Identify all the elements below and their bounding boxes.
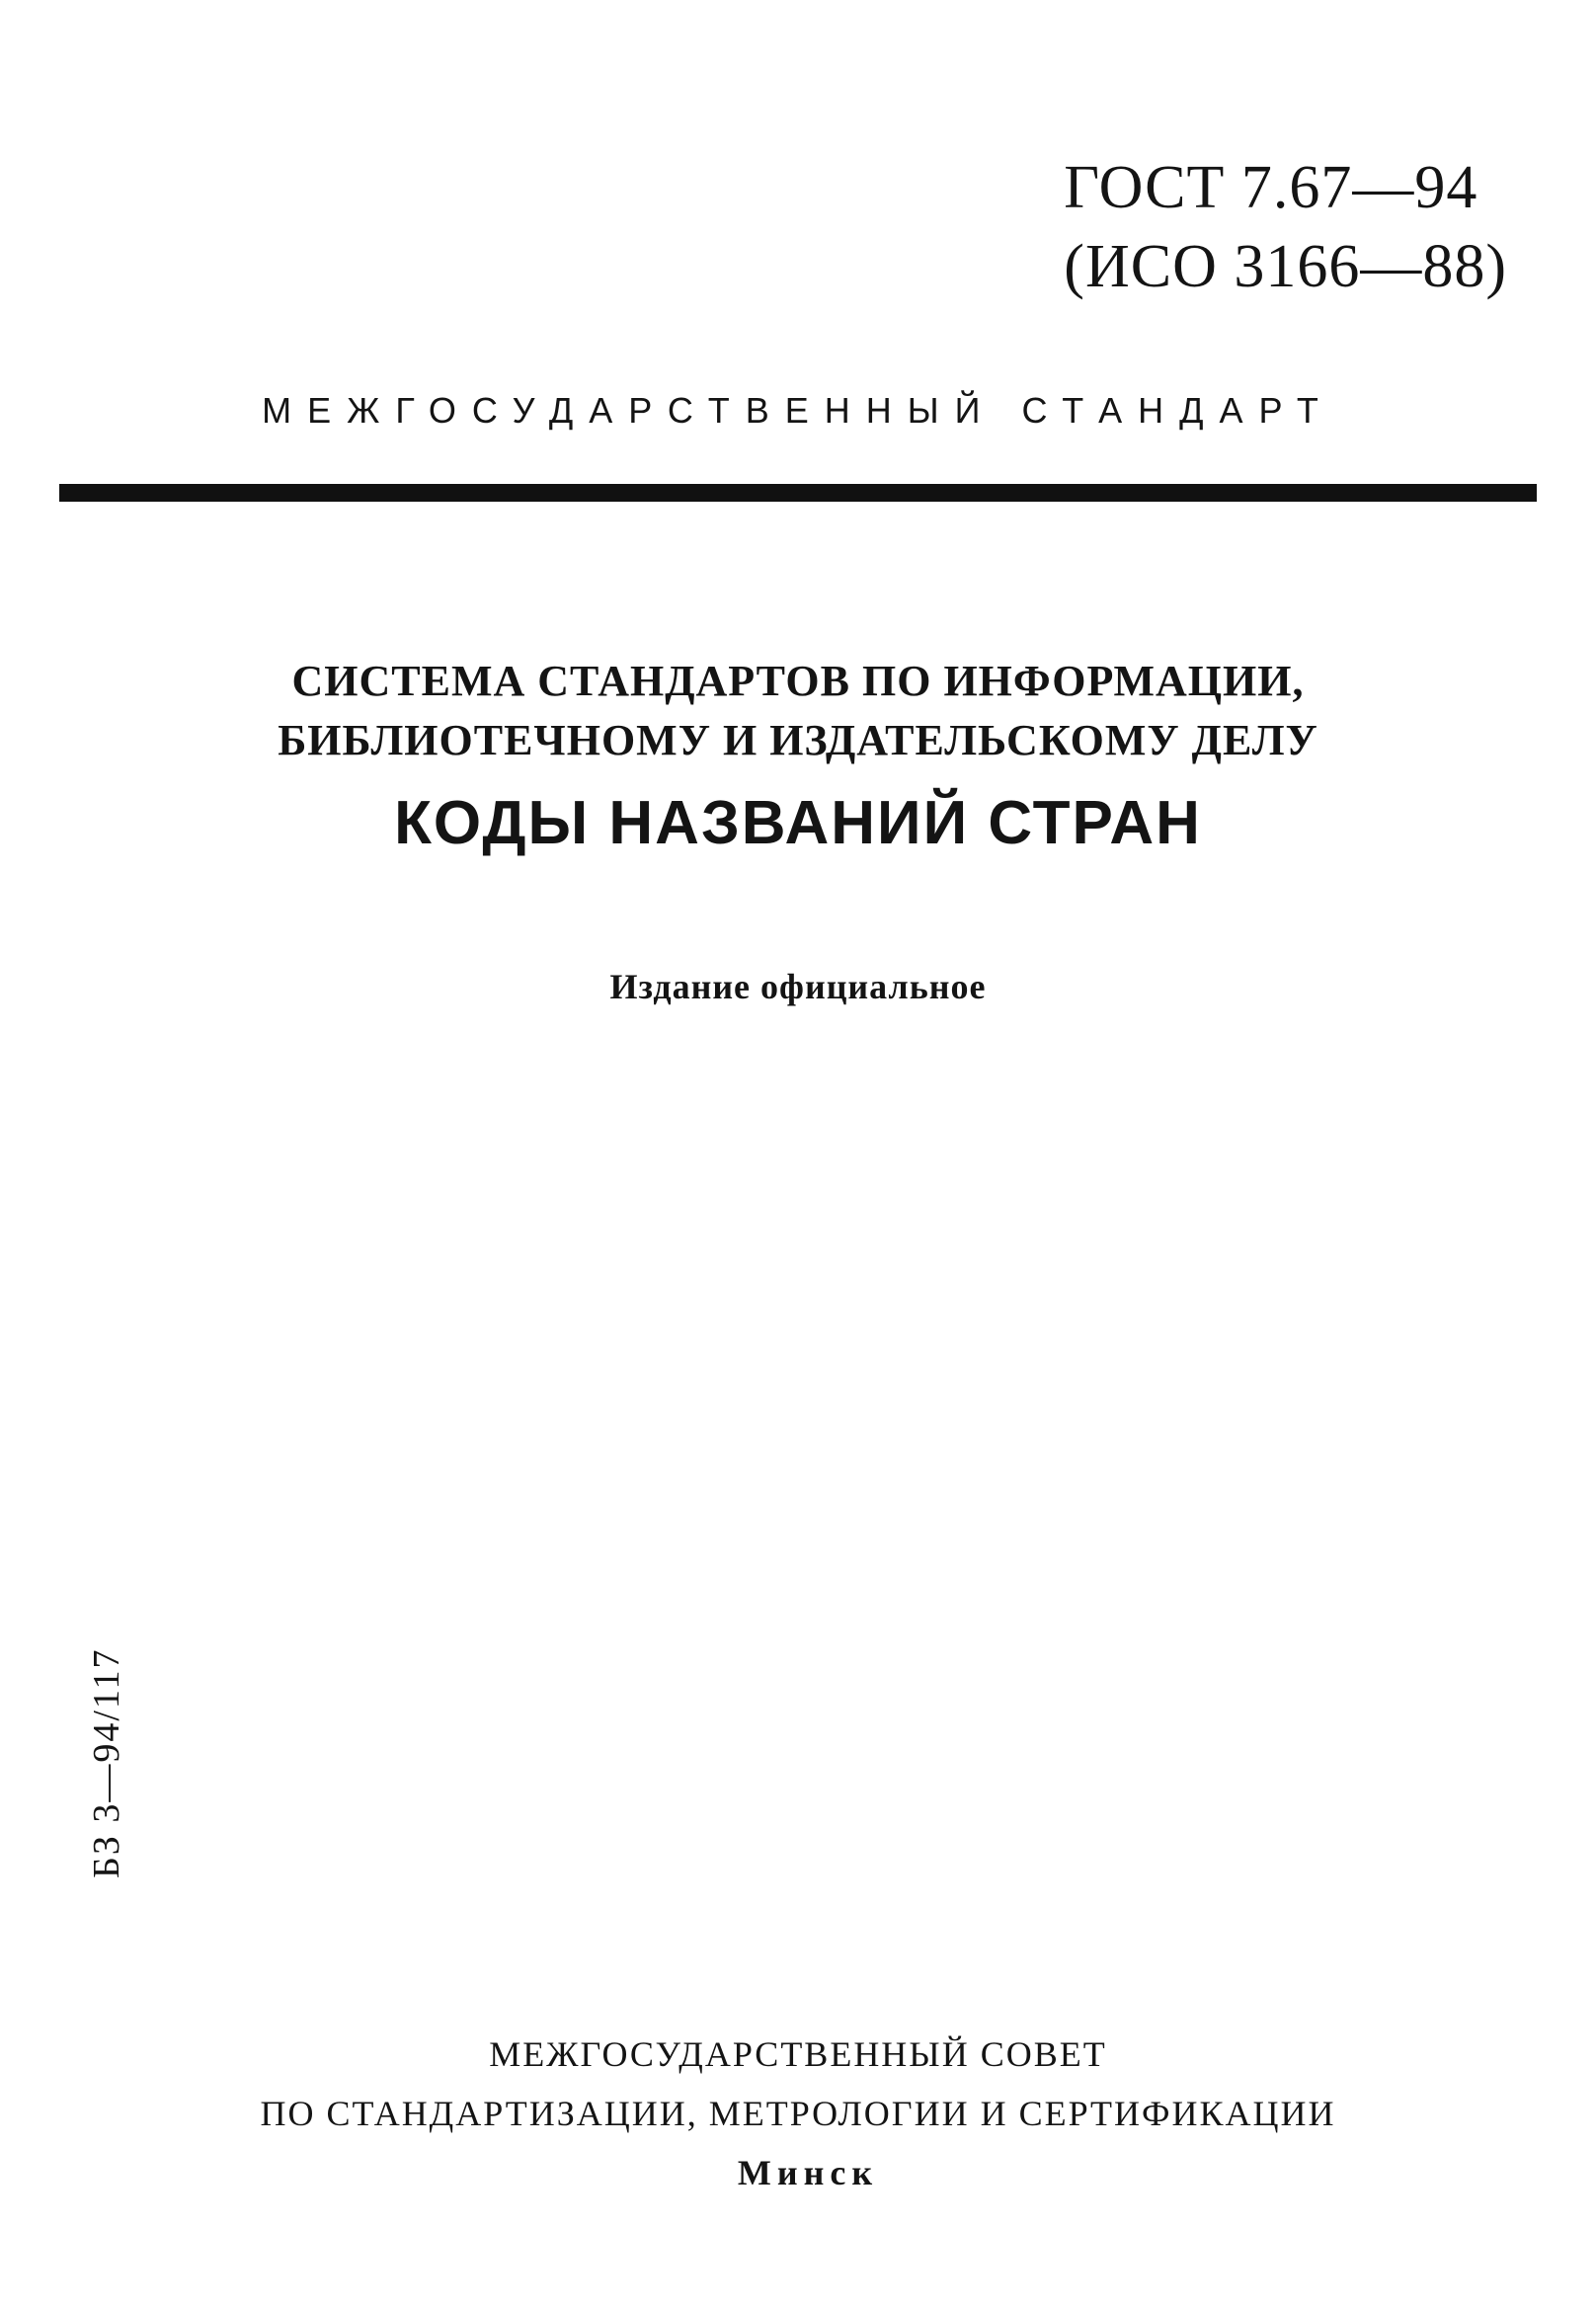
document-title: КОДЫ НАЗВАНИЙ СТРАН xyxy=(394,789,1202,857)
publisher-line-2: ПО СТАНДАРТИЗАЦИИ, МЕТРОЛОГИИ И СЕРТИФИКАЦИИ xyxy=(260,2094,1336,2133)
series-line-1: СИСТЕМА СТАНДАРТОВ ПО ИНФОРМАЦИИ, xyxy=(291,657,1305,705)
edition-note: Издание официальное xyxy=(609,967,987,1006)
side-code: БЗ 3—94/117 xyxy=(86,1647,127,1878)
standard-designation xyxy=(1064,148,1507,306)
series-line-2: БИБЛИОТЕЧНОМУ И ИЗДАТЕЛЬСКОМУ ДЕЛУ xyxy=(278,716,1318,764)
gost-number: ГОСТ 7.67—94 xyxy=(1064,154,1478,221)
publisher-block xyxy=(0,2025,1596,2202)
header-divider xyxy=(59,484,1537,502)
publisher-line-1: МЕЖГОСУДАРСТВЕННЫЙ СОВЕТ xyxy=(489,2034,1107,2074)
standard-series xyxy=(0,652,1596,770)
iso-number: (ИСО 3166—88) xyxy=(1064,233,1507,300)
standard-category: МЕЖГОСУДАРСТВЕННЫЙ СТАНДАРТ xyxy=(262,390,1334,431)
publisher-city: Минск xyxy=(737,2153,879,2192)
